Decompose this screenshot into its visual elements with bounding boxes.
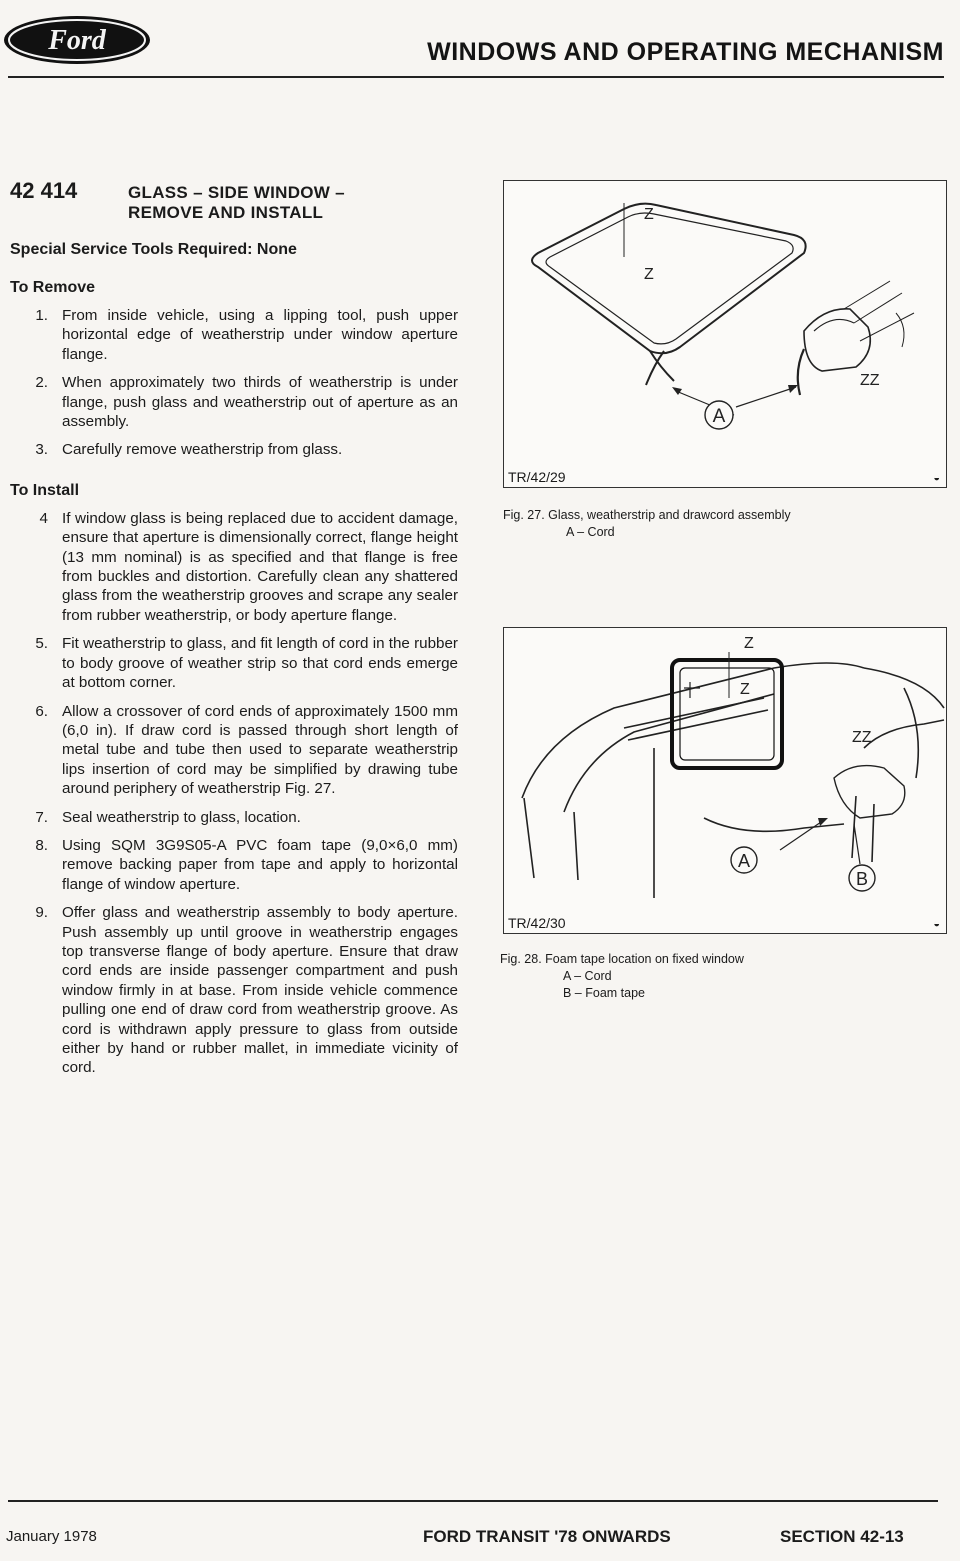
glass-weatherstrip-illustration [504,181,946,487]
fig27-caption-title: Fig. 27. Glass, weatherstrip and drawcord assembly [503,508,791,522]
fig27-caption-a: A – Cord [566,525,615,539]
figure-27 [503,180,947,488]
step-item [10,836,458,894]
fig27-label-a: A [712,406,726,427]
figure-28 [503,627,947,934]
fig28-label-z-bottom: Z [740,681,750,698]
foam-tape-illustration [504,628,946,933]
step-number: 8. [35,836,48,854]
fig28-label-z-top: Z [744,635,754,652]
fig27-reference: TR/42/29 [508,469,566,485]
ford-logo-text: Ford [48,25,106,56]
step-number: 1. [35,307,48,324]
step-item [10,440,458,459]
fig28-label-b: B [855,869,869,889]
remove-steps [10,306,458,460]
section-number: 42 414 [10,178,78,203]
section-title [128,178,345,223]
step-number: 6. [35,702,48,720]
step-item [10,903,458,1078]
step-item [10,702,458,799]
fig28-caption-title: Fig. 28. Foam tape location on fixed window [500,952,744,966]
fig28-label-a: A [737,851,751,871]
fig28-caption-a: A – Cord [563,969,612,983]
step-text: Seal weatherstrip to glass, location. [62,808,301,826]
fig28-caption-b: B – Foam tape [563,986,645,1000]
step-item [10,373,458,431]
remove-heading: To Remove [10,279,96,296]
ford-logo [2,14,152,66]
step-text: When approximately two thirds of weatherstrip is under flange, push glass and weatherstrip out of aperture as an assembly. [62,374,458,431]
footer-publication: FORD TRANSIT '78 ONWARDS [423,1527,671,1546]
step-number: 4 [39,509,48,527]
fig28-label-zz: ZZ [852,729,872,746]
footer-divider [8,1500,938,1502]
step-item [10,306,458,364]
step-text: Allow a crossover of cord ends of approximately 1500 mm (6,0 in). If draw cord is passed through short length of metal tube and tube then used to separate weatherstrip lips insertion of cord may be simplified by drawing tube around periphery of weatherstrip Fig. 27. [62,702,458,798]
header-divider [8,76,944,78]
corner-mark-icon: ◒ [933,918,940,930]
step-item [10,509,458,625]
section-title-line2: REMOVE AND INSTALL [128,203,324,222]
step-text: Fit weatherstrip to glass, and fit length of cord in the rubber to body groove of weather strip so that cord ends emerge at bottom corner. [62,635,458,692]
section-title-line1: GLASS – SIDE WINDOW – [128,183,345,202]
step-text: If window glass is being replaced due to accident damage, ensure that aperture is dimensionally correct, flange height (13 mm nominal) is as specified and that flange is free from buckles and distortion. Carefully clean any shattered glass from the weatherstrip grooves and scrape any sealer from rubber weatherstrip, or body aperture flange. [62,509,458,624]
step-number: 9. [35,904,48,922]
step-text: Offer glass and weatherstrip assembly to body aperture. Push assembly up until groove in weatherstrip engages top transverse flange of body aperture. Ensure that draw cord ends are inside passenger compartment and push window firmly in at base. From inside vehicle commence pulling one end of draw cord from weatherstrip groove. As cord is withdrawn apply pressure to glass from outside either by hand or rubber mallet, in immediate vicinity of cord. [62,904,458,1077]
step-number: 5. [35,635,48,653]
install-steps [10,509,458,1078]
step-text: From inside vehicle, using a lipping tool, push upper horizontal edge of weatherstrip under window aperture flange. [62,307,458,363]
footer-section: SECTION 42-13 [780,1527,904,1546]
install-heading: To Install [10,481,80,499]
page-header-title: WINDOWS AND OPERATING MECHANISM [427,38,944,66]
step-number: 7. [35,808,48,826]
fig28-caption [500,951,744,1002]
fig27-label-z-top: Z [644,206,654,223]
section-heading [10,178,458,223]
step-item [10,808,458,827]
step-number: 3. [35,441,48,459]
fig28-reference: TR/42/30 [508,915,566,931]
footer-date: January 1978 [6,1528,97,1545]
fig27-label-zz: ZZ [860,372,880,389]
fig27-label-z-bottom: Z [644,266,654,283]
step-text: Carefully remove weatherstrip from glass. [62,441,343,459]
step-item [10,634,458,692]
special-tools-note: Special Service Tools Required: None [10,241,297,258]
procedure-column [10,178,458,1078]
step-text: Using SQM 3G9S05-A PVC foam tape (9,0×6,0 mm) remove backing paper from tape and apply to horizontal flange of window aperture. [62,836,458,893]
fig27-caption [503,507,791,541]
corner-mark-icon: ◒ [933,472,940,484]
step-number: 2. [35,374,48,392]
